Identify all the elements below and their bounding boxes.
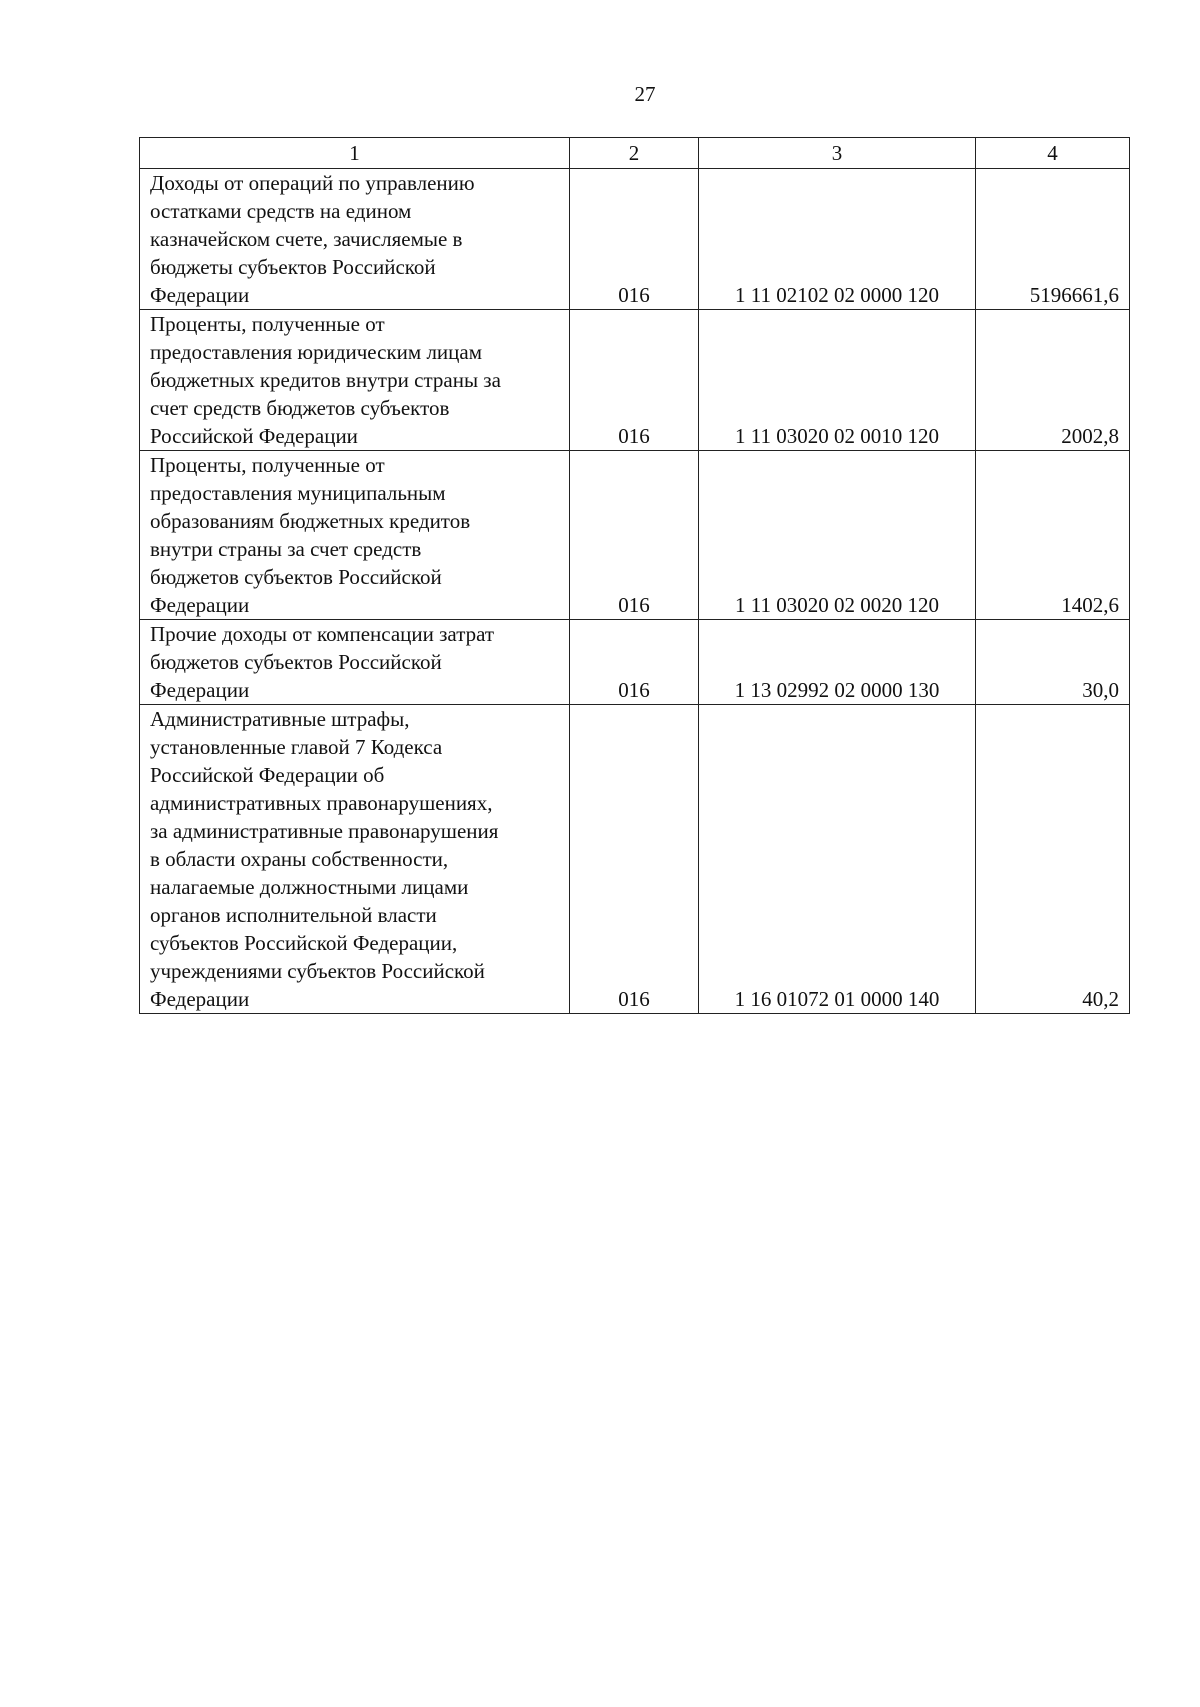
- administrator-code: 016: [570, 705, 699, 1014]
- table-row: [140, 169, 1130, 310]
- description-line: бюджетов субъектов Российской: [150, 565, 442, 589]
- description-line: бюджетных кредитов внутри страны за: [150, 368, 501, 392]
- revenue-description: [140, 451, 570, 620]
- table-row: [140, 451, 1130, 620]
- amount: 40,2: [976, 705, 1130, 1014]
- description-line: предоставления юридическим лицам: [150, 340, 483, 364]
- table-row: [140, 620, 1130, 705]
- description-line: Доходы от операций по управлению: [150, 171, 475, 195]
- description-line: Российской Федерации об: [150, 763, 385, 787]
- budget-classification-code: 1 11 03020 02 0020 120: [699, 451, 976, 620]
- description-line: за административные правонарушения: [150, 819, 499, 843]
- description-line: Проценты, полученные от: [150, 453, 385, 477]
- description-line: субъектов Российской Федерации,: [150, 931, 458, 955]
- column-header: 2: [570, 138, 699, 169]
- description-line: Федерации: [150, 283, 250, 307]
- revenue-description: [140, 620, 570, 705]
- amount: 2002,8: [976, 310, 1130, 451]
- administrator-code: 016: [570, 620, 699, 705]
- administrator-code: 016: [570, 169, 699, 310]
- amount: 1402,6: [976, 451, 1130, 620]
- description-line: Проценты, полученные от: [150, 312, 385, 336]
- budget-classification-code: 1 11 02102 02 0000 120: [699, 169, 976, 310]
- page-number: 27: [634, 82, 656, 106]
- description-line: Российской Федерации: [150, 424, 358, 448]
- description-line: органов исполнительной власти: [150, 903, 437, 927]
- revenue-description: [140, 169, 570, 310]
- description-line: бюджетов субъектов Российской: [150, 650, 442, 674]
- description-line: учреждениями субъектов Российской: [150, 959, 485, 983]
- column-header: 4: [976, 138, 1130, 169]
- description-line: в области охраны собственности,: [150, 847, 449, 871]
- description-line: бюджеты субъектов Российской: [150, 255, 436, 279]
- budget-classification-code: 1 11 03020 02 0010 120: [699, 310, 976, 451]
- column-header: 3: [699, 138, 976, 169]
- amount: 30,0: [976, 620, 1130, 705]
- description-line: административных правонарушениях,: [150, 791, 493, 815]
- description-line: внутри страны за счет средств: [150, 537, 422, 561]
- description-line: установленные главой 7 Кодекса: [150, 735, 443, 759]
- revenue-description: [140, 705, 570, 1014]
- revenue-table: [139, 137, 1130, 1014]
- description-line: предоставления муниципальным: [150, 481, 446, 505]
- administrator-code: 016: [570, 451, 699, 620]
- budget-classification-code: 1 13 02992 02 0000 130: [699, 620, 976, 705]
- budget-classification-code: 1 16 01072 01 0000 140: [699, 705, 976, 1014]
- description-line: Федерации: [150, 987, 250, 1011]
- description-line: Федерации: [150, 593, 250, 617]
- table-row: [140, 705, 1130, 1014]
- description-line: образованиям бюджетных кредитов: [150, 509, 471, 533]
- table-header-row: [140, 138, 1130, 169]
- amount: 5196661,6: [976, 169, 1130, 310]
- administrator-code: 016: [570, 310, 699, 451]
- description-line: Административные штрафы,: [150, 707, 410, 731]
- column-header: 1: [140, 138, 570, 169]
- description-line: налагаемые должностными лицами: [150, 875, 469, 899]
- revenue-description: [140, 310, 570, 451]
- description-line: Прочие доходы от компенсации затрат: [150, 622, 495, 646]
- description-line: счет средств бюджетов субъектов: [150, 396, 450, 420]
- description-line: казначейском счете, зачисляемые в: [150, 227, 463, 251]
- description-line: остатками средств на едином: [150, 199, 412, 223]
- description-line: Федерации: [150, 678, 250, 702]
- table-row: [140, 310, 1130, 451]
